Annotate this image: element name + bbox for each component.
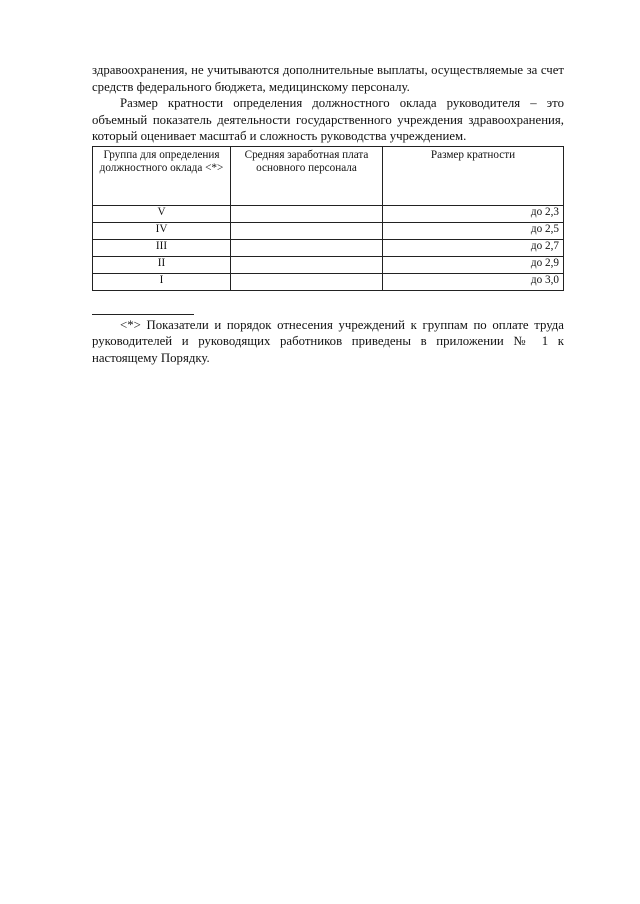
- cell-ratio: до 2,7: [383, 239, 564, 256]
- table-row: [93, 273, 564, 290]
- cell-avg-salary: [231, 273, 383, 290]
- paragraph-definition: Размер кратности определения должностного оклада руководителя – это объемный показатель деятельности государственного учреждения здравоохранения, который оценивает масштаб и сложность руководства учреждением.: [92, 96, 564, 143]
- cell-group: V: [93, 205, 231, 222]
- table-row: [93, 239, 564, 256]
- cell-ratio: до 2,9: [383, 256, 564, 273]
- cell-avg-salary: [231, 239, 383, 256]
- table-header-row: [93, 146, 564, 205]
- ratio-table: [92, 146, 564, 291]
- table-row: [93, 222, 564, 239]
- cell-ratio: до 2,3: [383, 205, 564, 222]
- cell-ratio: до 2,5: [383, 222, 564, 239]
- table-row: [93, 256, 564, 273]
- paragraph-continuation: здравоохранения, не учитываются дополнительные выплаты, осуществляемые за счет средств федерального бюджета, медицинскому персоналу.: [92, 63, 564, 94]
- footnote-text: <*> Показатели и порядок отнесения учреждений к группам по оплате труда руководителей и руководящих работников приведены в приложении № 1 к настоящему Порядку.: [92, 317, 564, 365]
- cell-ratio: до 3,0: [383, 273, 564, 290]
- header-group: Группа для определения должностного оклада <*>: [93, 146, 231, 205]
- document-page: [92, 62, 564, 379]
- cell-group: IV: [93, 222, 231, 239]
- header-avg-salary: Средняя заработная плата основного персонала: [231, 146, 383, 205]
- table-row: [93, 205, 564, 222]
- footnote-divider: [92, 314, 194, 315]
- cell-group: II: [93, 256, 231, 273]
- cell-avg-salary: [231, 222, 383, 239]
- cell-avg-salary: [231, 256, 383, 273]
- cell-avg-salary: [231, 205, 383, 222]
- cell-group: III: [93, 239, 231, 256]
- header-ratio: Размер кратности: [383, 146, 564, 205]
- cell-group: I: [93, 273, 231, 290]
